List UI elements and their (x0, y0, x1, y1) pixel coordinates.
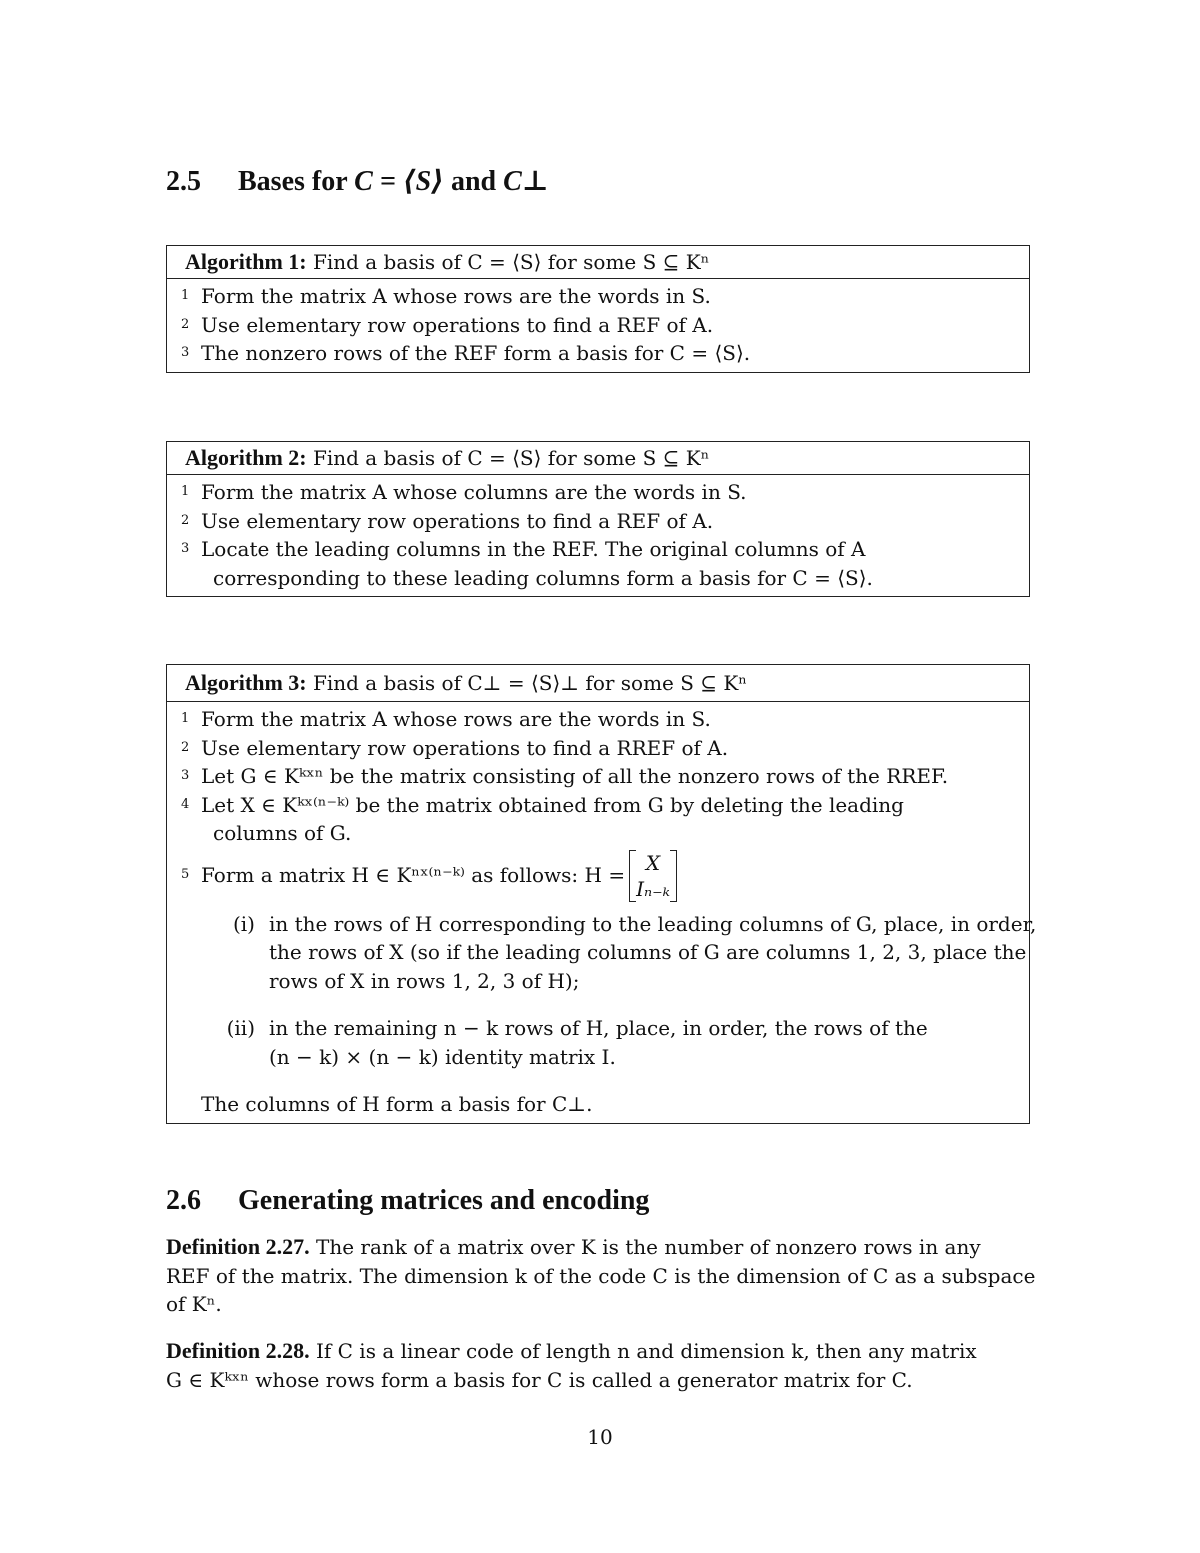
step-number: 5 (181, 867, 190, 883)
step-continuation: corresponding to these leading columns form a basis for C = ⟨S⟩. (213, 565, 873, 590)
definition-line: of Kⁿ. (166, 1292, 222, 1316)
sub-item-ii (201, 1014, 1029, 1071)
algorithm-step (167, 535, 1029, 564)
section-number: 2.6 (166, 1185, 201, 1216)
section-title: Generating matrices and encoding (238, 1185, 650, 1216)
step-number: 3 (181, 541, 190, 556)
algorithm-step (167, 762, 1029, 791)
algorithm-2-steps (167, 475, 1029, 596)
sub-item-label: (i) (232, 911, 255, 936)
algorithm-2-header (167, 442, 1029, 475)
algorithm-3-heading: Find a basis of C⊥ = ⟨S⟩⊥ for some S ⊆ Kⁿ (312, 671, 748, 695)
block-matrix (629, 850, 677, 902)
matrix-bottom-entry: Iₙ₋ₖ (636, 876, 670, 901)
algorithm-2-heading: Find a basis of C = ⟨S⟩ for some S ⊆ Kⁿ (312, 446, 710, 470)
step-number: 3 (181, 768, 190, 783)
section-title-math: C = ⟨S⟩ (354, 166, 444, 197)
step-number: 2 (181, 316, 190, 332)
sub-item-line: in the rows of H corresponding to the leading columns of G, place, in order, (269, 911, 1037, 936)
algorithm-step (167, 507, 1029, 536)
step-text: Use elementary row operations to find a REF of A. (201, 312, 714, 337)
section-title-and: and (443, 166, 504, 197)
step-number: 1 (181, 288, 190, 303)
step-number: 1 (181, 711, 190, 726)
algorithm-step (167, 339, 1029, 368)
sub-item-line: (n − k) × (n − k) identity matrix I. (269, 1044, 616, 1069)
definition-2-28 (166, 1337, 1032, 1394)
algorithm-1-steps (167, 279, 1029, 372)
algorithm-3-label: Algorithm 3: (185, 670, 307, 695)
algorithm-3-conclusion: The columns of H form a basis for C⊥. (201, 1092, 593, 1116)
step-number: 2 (181, 739, 190, 755)
step-text: Let X ∈ Kᵏˣ⁽ⁿ⁻ᵏ⁾ be the matrix obtained from G by deleting the leading (201, 792, 904, 817)
algorithm-1-heading: Find a basis of C = ⟨S⟩ for some S ⊆ Kⁿ (312, 250, 710, 274)
definition-line: The rank of a matrix over K is the number of nonzero rows in any (315, 1235, 981, 1259)
definition-line: REF of the matrix. The dimension k of the code C is the dimension of C as a subspace (166, 1263, 1036, 1288)
step-number: 1 (181, 484, 190, 499)
algorithm-3-box (166, 664, 1037, 1124)
section-heading-2-5 (166, 166, 549, 198)
algorithm-1-label: Algorithm 1: (185, 249, 307, 274)
sub-item-line: the rows of X (so if the leading columns of G are columns 1, 2, 3, place the (269, 940, 1027, 964)
step-number: 4 (181, 796, 190, 812)
sub-item-line: in the remaining n − k rows of H, place, in order, the rows of the (269, 1016, 928, 1040)
definition-label: Definition 2.28. (166, 1338, 310, 1363)
algorithm-step (167, 282, 1029, 311)
step-text: Form the matrix A whose columns are the words in S. (201, 480, 747, 504)
step-text: Form a matrix H ∈ Kⁿˣ⁽ⁿ⁻ᵏ⁾ as follows: H = (201, 863, 626, 888)
algorithm-step (167, 791, 1029, 820)
definition-label: Definition 2.27. (166, 1234, 310, 1259)
algorithm-step (167, 705, 1029, 734)
sub-item-i (201, 910, 1037, 996)
step-text: Use elementary row operations to find a REF of A. (201, 508, 714, 533)
algorithm-3-steps (167, 702, 1037, 1123)
sub-item-label: (ii) (226, 1016, 255, 1040)
page-number: 10 (587, 1425, 613, 1449)
step-text: Use elementary row operations to find a RREF of A. (201, 735, 729, 760)
step-continuation: columns of G. (213, 821, 352, 845)
step-text: Form the matrix A whose rows are the words in S. (201, 707, 711, 731)
step-text: Form the matrix A whose rows are the words in S. (201, 284, 711, 308)
step-text: The nonzero rows of the REF form a basis for C = ⟨S⟩. (201, 341, 751, 365)
section-title-math-2: C⊥ (503, 166, 549, 197)
algorithm-2-box (166, 441, 1030, 597)
definition-line: If C is a linear code of length n and dimension k, then any matrix (315, 1339, 977, 1363)
matrix-top-entry: X (645, 850, 661, 875)
definition-2-27 (166, 1233, 1036, 1319)
algorithm-1-header (167, 246, 1029, 279)
definition-line: G ∈ Kᵏˣⁿ whose rows form a basis for C is called a generator matrix for C. (166, 1367, 913, 1392)
algorithm-1-box (166, 245, 1030, 373)
algorithm-step (167, 311, 1029, 340)
section-heading-2-6 (166, 1185, 649, 1217)
step-text: Let G ∈ Kᵏˣⁿ be the matrix consisting of all the nonzero rows of the RREF. (201, 764, 949, 788)
section-number: 2.5 (166, 166, 201, 197)
sub-item-line: rows of X in rows 1, 2, 3 of H); (269, 968, 580, 993)
algorithm-step (167, 734, 1029, 763)
algorithm-3-header (167, 665, 1029, 702)
algorithm-step (167, 850, 1029, 902)
algorithm-2-label: Algorithm 2: (185, 445, 307, 470)
section-title-prefix: Bases for (238, 166, 355, 197)
step-number: 2 (181, 512, 190, 528)
step-text: Locate the leading columns in the REF. The original columns of A (201, 537, 866, 561)
algorithm-step (167, 478, 1029, 507)
step-number: 3 (181, 345, 190, 360)
